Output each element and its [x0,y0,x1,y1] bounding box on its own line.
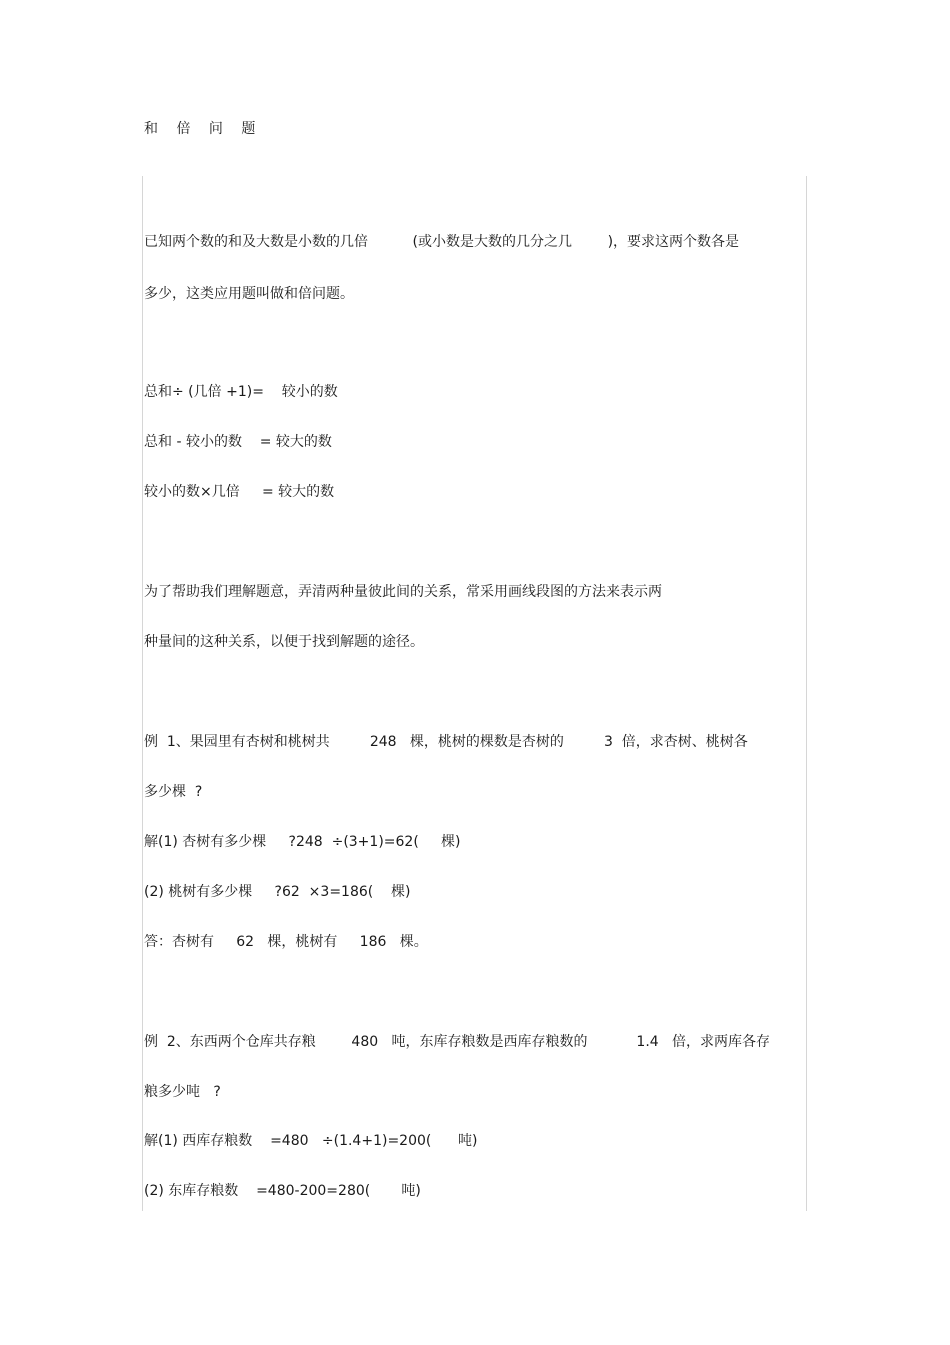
example1-solution-step-1: 解(1) 杏树有多少棵 ?248 ÷(3+1)=62( 棵) [144,834,461,850]
example2-solution-step-1: 解(1) 西库存粮数 =480 ÷(1.4+1)=200( 吨) [144,1133,478,1149]
example1-solution-step-2: (2) 桃树有多少棵 ?62 ×3=186( 棵) [144,884,411,900]
note-line-2: 种量间的这种关系，以便于找到解题的途径。 [144,634,424,650]
note-line-1: 为了帮助我们理解题意，弄清两种量彼此间的关系，常采用画线段图的方法来表示两 [144,584,662,600]
content-frame-left-border [142,176,143,1211]
content-frame-right-border [806,176,807,1211]
example1-question-line-1: 例 1、果园里有杏树和桃树共 248 棵，桃树的棵数是杏树的 3 倍，求杏树、桃树各 [144,734,748,750]
formula-1: 总和÷ (几倍 +1)= 较小的数 [144,384,338,400]
formula-3: 较小的数×几倍 = 较大的数 [144,484,335,500]
example1-answer: 答：杏树有 62 棵，桃树有 186 棵。 [144,934,428,950]
example1-question-line-2: 多少棵 ? [144,784,203,800]
definition-line-1: 已知两个数的和及大数是小数的几倍 (或小数是大数的几分之几 )，要求这两个数各是 [144,234,740,250]
definition-line-2: 多少，这类应用题叫做和倍问题。 [144,286,354,302]
document-title: 和 倍 问 题 [144,121,263,137]
formula-2: 总和 - 较小的数 = 较大的数 [144,434,332,450]
example2-question-line-2: 粮多少吨 ? [144,1084,221,1100]
example2-question-line-1: 例 2、东西两个仓库共存粮 480 吨，东库存粮数是西库存粮数的 1.4 倍，求两库各存 [144,1034,771,1050]
example2-solution-step-2: (2) 东库存粮数 =480-200=280( 吨) [144,1183,421,1199]
